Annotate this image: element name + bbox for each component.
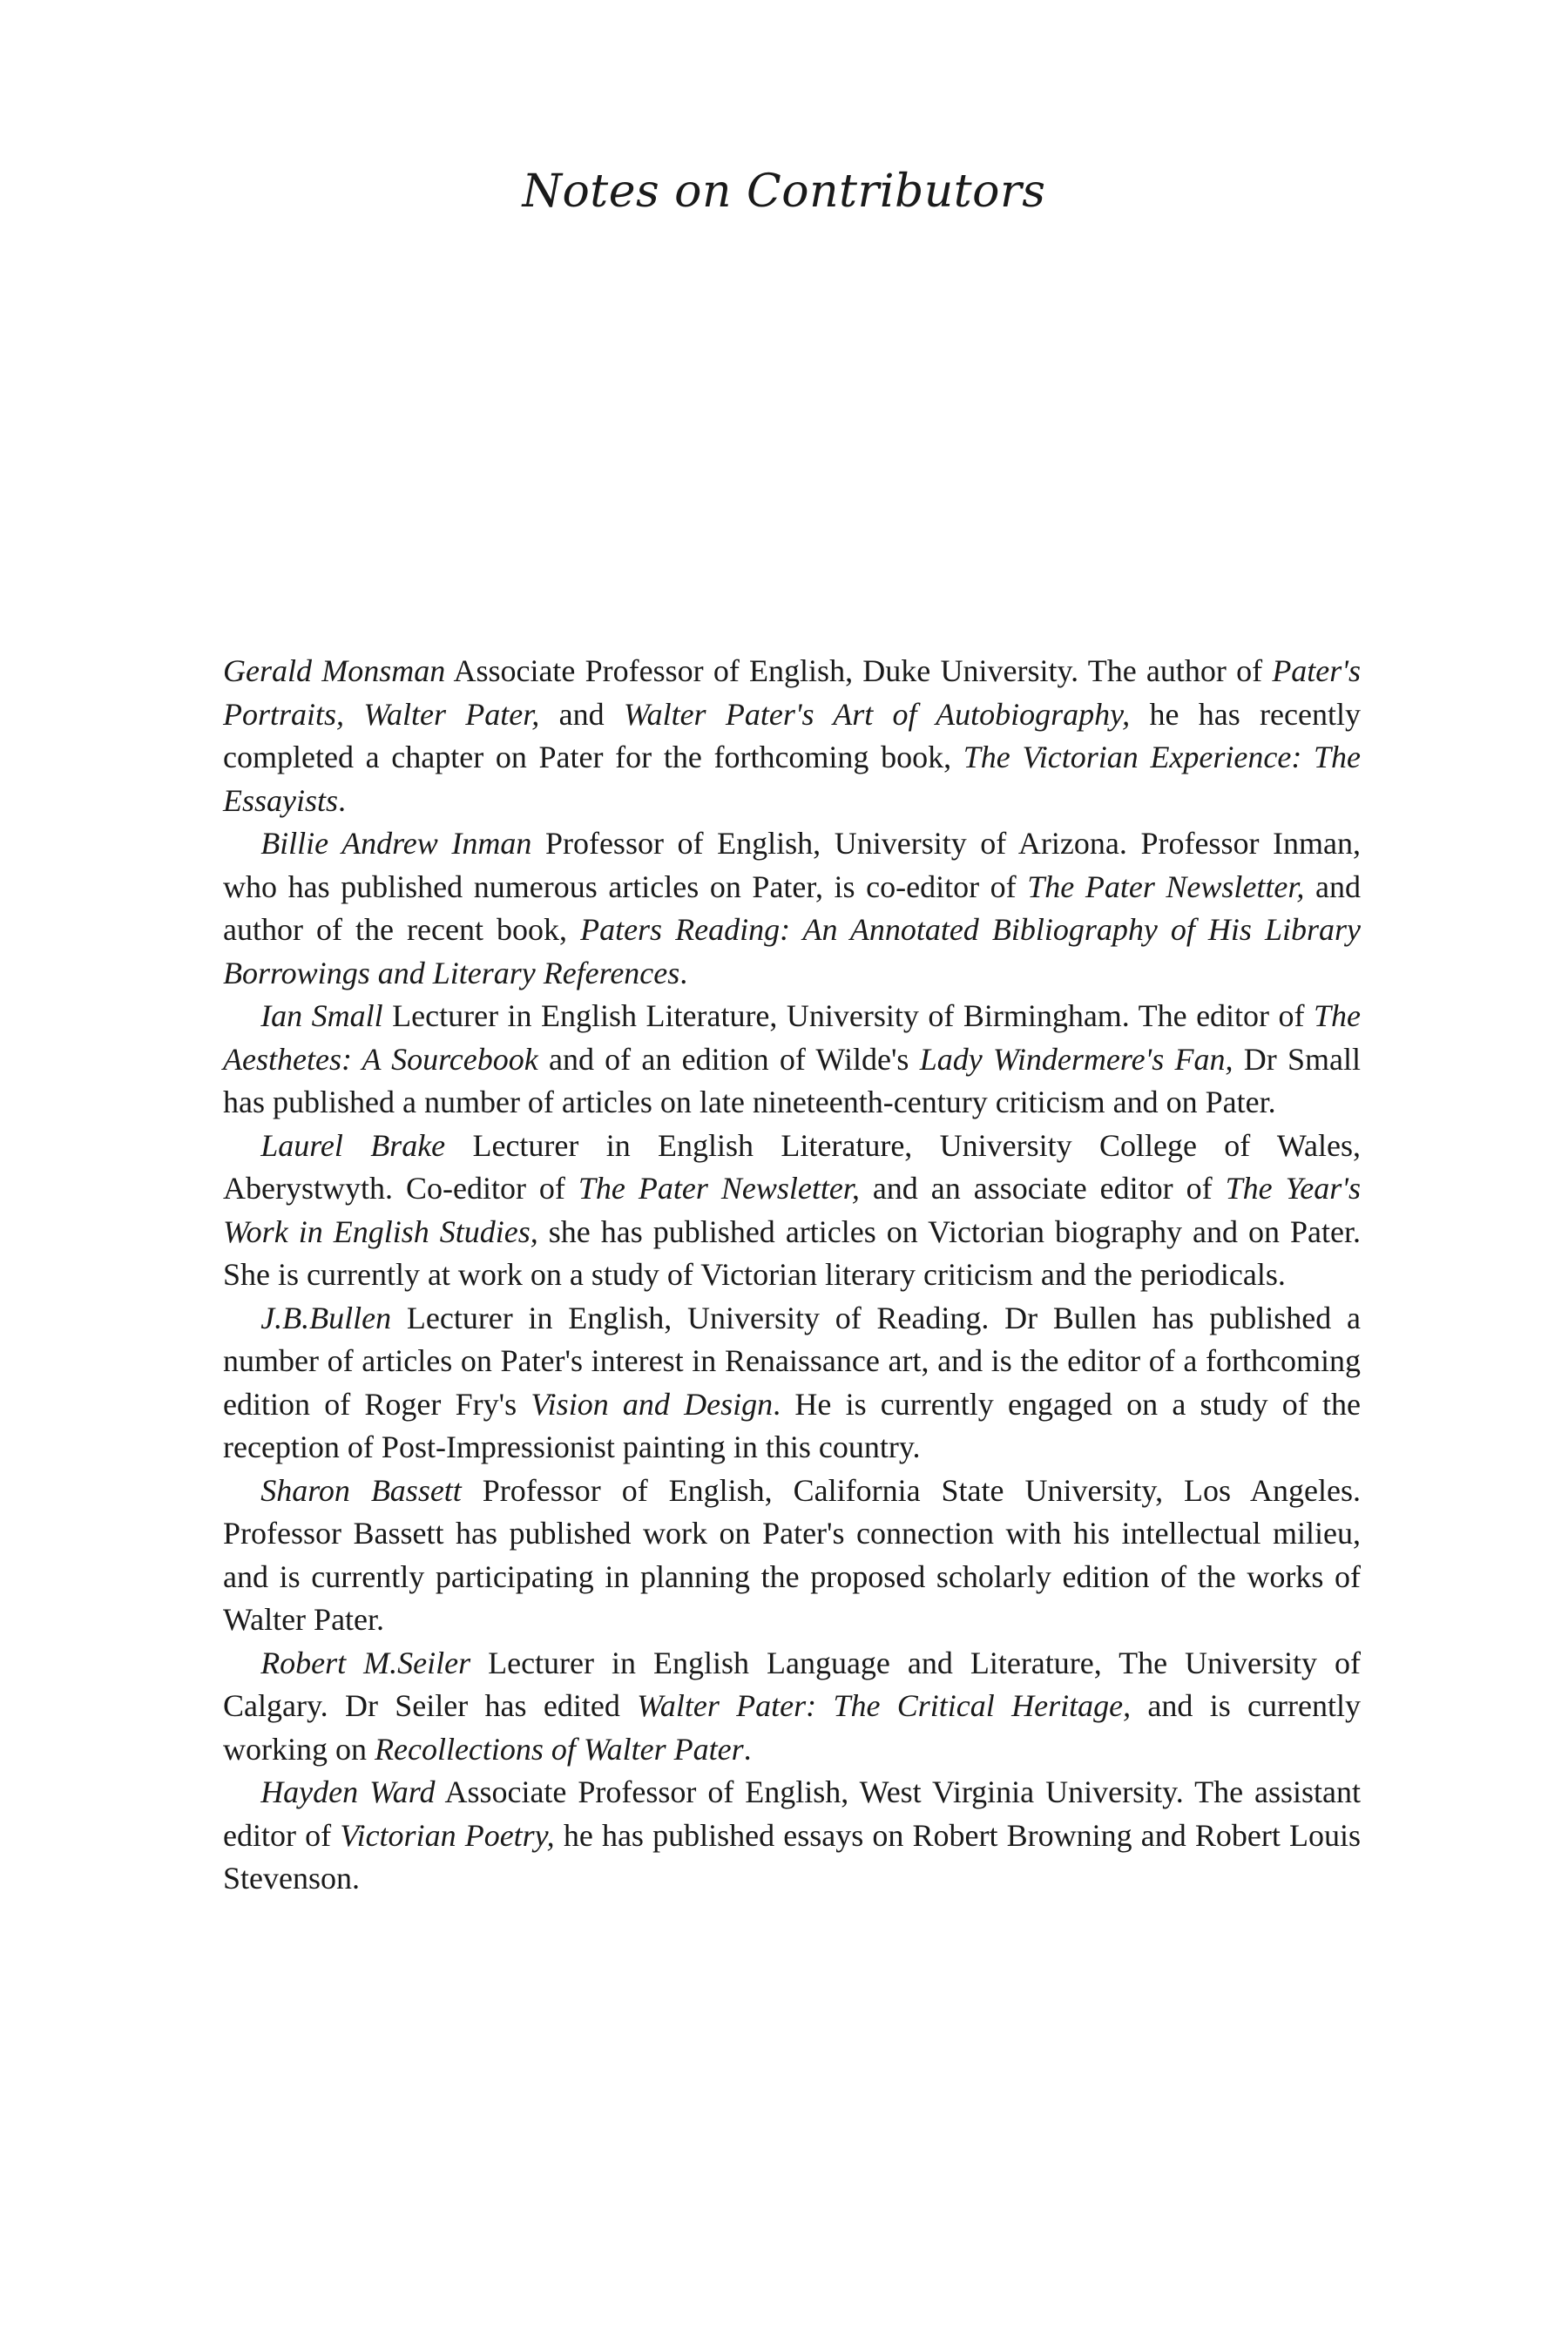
contributor-entry — [223, 1297, 1361, 1470]
contributor-list — [223, 650, 1361, 1901]
contributor-name: Gerald Monsman — [223, 653, 446, 688]
entry-text: Professor of English, California State University, Los Angeles. Professor Bassett has published work on Pater's connection with his intellectual milieu, and is currently participating in planning the proposed scholarly edition of the works of Walter Pater. — [223, 1472, 1361, 1637]
contributor-entry — [223, 1470, 1361, 1642]
contributor-name: Sharon Bassett — [260, 1472, 462, 1508]
entry-text: and is currently working on — [223, 1688, 1361, 1767]
work-title: Victorian Poetry, — [340, 1817, 555, 1853]
entry-text: and author of the recent book, — [223, 868, 1361, 947]
entry-text: . — [338, 782, 347, 818]
work-title: Walter Pater: The Critical Heritage, — [637, 1688, 1132, 1723]
work-title: The Victorian Experience: The Essayists — [223, 740, 1361, 818]
page-title: Notes on Contributors — [522, 166, 1046, 218]
entry-text: she has published articles on Victorian biography and on Pater. She is currently at work on a study of Victorian literary criticism and the periodicals. — [223, 1213, 1361, 1292]
contributor-entry — [223, 650, 1361, 822]
contributor-entry — [223, 1125, 1361, 1297]
contributor-name: Hayden Ward — [260, 1774, 436, 1809]
entry-text: and of an edition of Wilde's — [537, 1041, 920, 1077]
work-title: Walter Pater's Art of Autobiography, — [623, 696, 1131, 732]
work-title: Recollections of Walter Pater — [375, 1731, 744, 1767]
entry-text: Associate Professor of English, Duke University. The author of — [445, 653, 1273, 688]
contributor-name: Ian Small — [260, 998, 383, 1033]
entry-text: and — [539, 696, 624, 732]
entry-text: . — [679, 955, 688, 990]
entry-text: Dr Small has published a number of articles on late nineteenth-century criticism and on Pater. — [223, 1041, 1361, 1119]
entry-text: Associate Professor of English, West Virginia University. The assistant editor of — [223, 1774, 1362, 1853]
entry-text: Lecturer in English Literature, University of Birmingham. The editor of — [382, 998, 1314, 1033]
work-title: The Aesthetes: A Sourcebook — [223, 998, 1361, 1077]
entry-text: he has published essays on Robert Browning and Robert Louis Stevenson. — [223, 1817, 1361, 1896]
entry-text: Lecturer in English, University of Reading. Dr Bullen has published a number of articles on Pater's interest in Renaissance art, and is the editor of a forthcoming edition of Roger Fry's — [223, 1300, 1361, 1422]
entry-text: . — [743, 1731, 752, 1767]
contributor-name: J.B.Bullen — [260, 1300, 392, 1335]
contributor-entry — [223, 1642, 1361, 1772]
entry-text: . He is currently engaged on a study of the reception of Post-Impressionist painting in this country. — [223, 1386, 1361, 1464]
work-title: The Year's Work in English Studies, — [223, 1171, 1362, 1249]
contributor-entry — [223, 1771, 1361, 1901]
contributor-name: Robert M.Seiler — [260, 1645, 471, 1680]
entry-text: he has recently completed a chapter on Pater for the forthcoming book, — [223, 696, 1361, 774]
entry-text: Lecturer in English Language and Literature, The University of Calgary. Dr Seiler has edited — [223, 1645, 1361, 1723]
contributor-entry — [223, 995, 1361, 1125]
work-title: Pater's Portraits, Walter Pater, — [223, 653, 1362, 732]
contributor-name: Billie Andrew Inman — [260, 826, 532, 861]
work-title: The Pater Newsletter, — [578, 1171, 860, 1206]
work-title: The Pater Newsletter, — [1027, 868, 1305, 904]
entry-text: Professor of English, University of Arizona. Professor Inman, who has published numerous articles on Pater, is co-editor of — [223, 826, 1362, 904]
work-title: Vision and Design — [531, 1386, 774, 1422]
contributor-name: Laurel Brake — [260, 1127, 446, 1163]
contributor-entry — [223, 822, 1361, 995]
entry-text: Lecturer in English Literature, University College of Wales, Aberystwyth. Co-editor of — [223, 1127, 1361, 1206]
work-title: Paters Reading: An Annotated Bibliography of His Library Borrowings and Literary References — [223, 912, 1361, 990]
entry-text: and an associate editor of — [859, 1171, 1226, 1206]
work-title: Lady Windermere's Fan, — [919, 1041, 1233, 1077]
